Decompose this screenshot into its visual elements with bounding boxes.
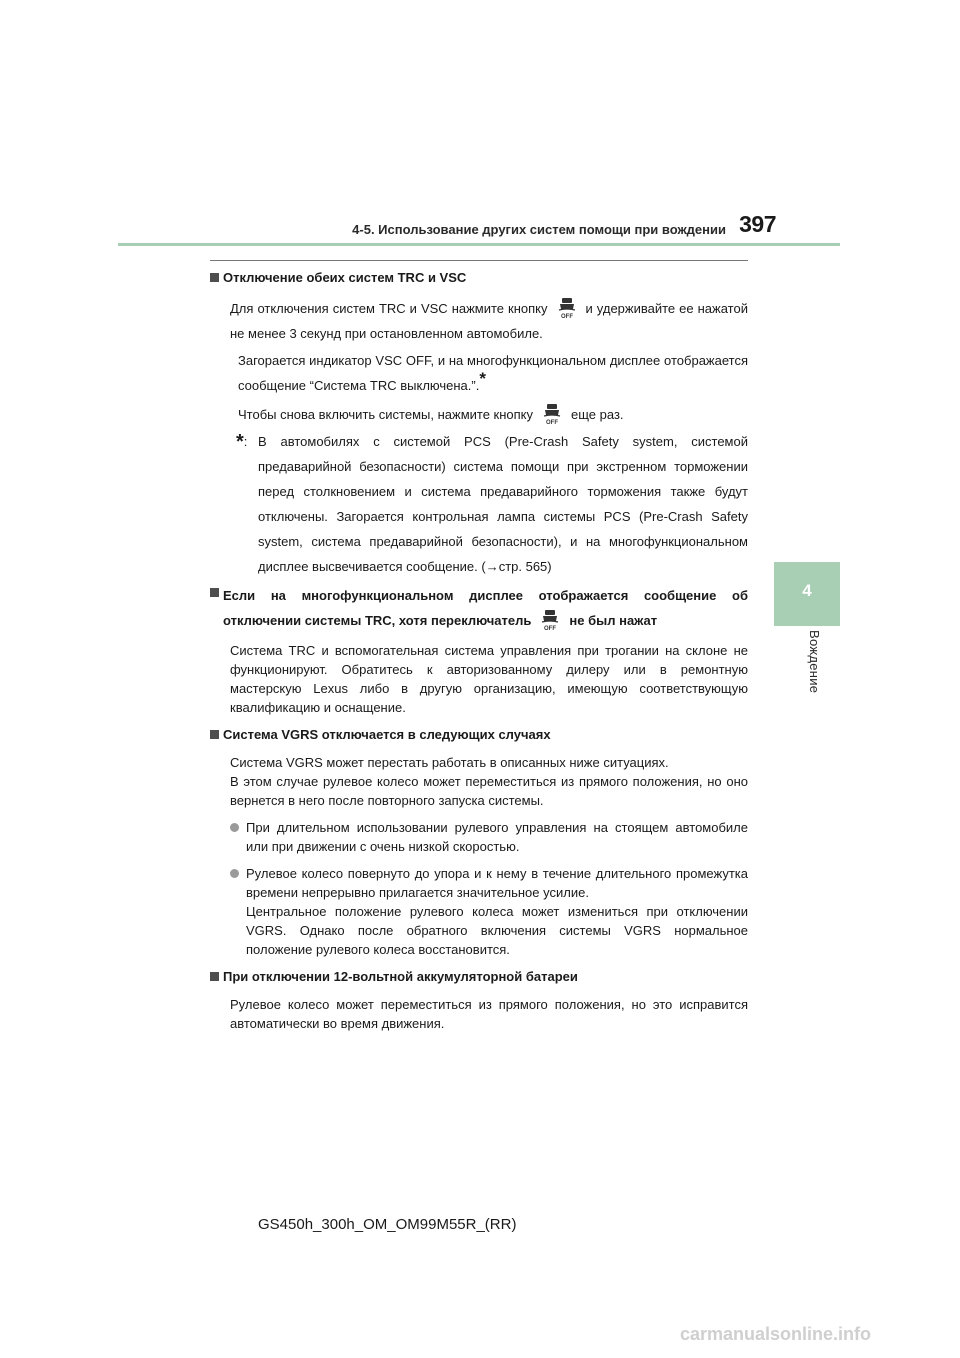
model-code: GS450h_300h_OM_OM99M55R_(RR)	[258, 1216, 517, 1233]
paragraph: В этом случае рулевое колесо может переместиться из прямого положения, но оно вернется в него после повторного запуска системы.	[230, 774, 748, 808]
footnote: *: В автомобилях с системой PCS (Pre-Crash Safety system, системой предаварийной безопасности) система помощи при экстренном торможении перед столкновением и система предаварийного торможения также будут отключены. Загорается контрольная лампа системы PCS (Pre-Crash Safety system, система предаварийной безопасности), и на многофункциональном дисплее высвечивается сообщение. (→стр. 565)	[236, 431, 748, 574]
list-item: При длительном использовании рулевого управления на стоящем автомобиле или при движении с очень низкой скоростью.	[210, 818, 748, 856]
paragraph: Система VGRS может перестать работать в описанных ниже ситуациях.	[230, 755, 669, 770]
svg-text:OFF: OFF	[560, 314, 573, 319]
paragraph: Рулевое колесо может переместиться из прямого положения, но это исправится автоматически во время движения.	[230, 997, 748, 1031]
svg-text:OFF: OFF	[546, 420, 559, 425]
paragraph: Система TRC и вспомогательная система управления при трогании на склоне не функционируют. Обратитесь к авторизованному дилеру или в ремонтную мастерскую Lexus либо в другую организацию, имеющую соответствующую квалификацию и оснащение.	[230, 643, 748, 715]
paragraph: Чтобы снова включить системы, нажмите кнопку OFF еще раз.	[210, 402, 748, 427]
paragraph: Для отключения систем TRC и VSC нажмите кнопку OFF и удерживайте ее нажатой не менее 3 секунд при остановленном автомобиле.	[210, 296, 748, 346]
page-number: 397	[739, 211, 776, 237]
content-divider	[210, 260, 748, 261]
chapter-label: Вождение	[807, 630, 822, 694]
watermark: carmanualsonline.info	[680, 1324, 872, 1344]
svg-text:OFF: OFF	[544, 626, 557, 631]
section-heading: При отключении 12-вольтной аккумуляторной батареи	[210, 967, 748, 987]
chapter-tab	[774, 562, 840, 626]
section-heading: Система VGRS отключается в следующих случаях	[210, 725, 748, 745]
vsc-off-icon	[556, 297, 578, 319]
chapter-number: 4	[802, 581, 812, 600]
section-title: 4-5. Использование других систем помощи при вождении	[352, 222, 726, 237]
footnote-star: *	[479, 369, 486, 388]
list-item: Рулевое колесо повернуто до упора и к нему в течение длительного промежутка времени непрерывно прилагается значительное усилие.	[210, 864, 748, 902]
section-heading: Если на многофункциональном дисплее отображается сообщение об отключении системы TRC, хотя переключатель OFF не был нажат	[210, 583, 748, 633]
page-content	[210, 268, 748, 1035]
section-heading: Отключение обеих систем TRC и VSC	[210, 268, 748, 288]
vsc-off-icon	[541, 403, 563, 425]
vsc-off-icon	[539, 609, 561, 631]
paragraph: Центральное положение рулевого колеса может измениться при отключении VGRS. Однако после обратного включения системы VGRS нормальное положение рулевого колеса восстановится.	[246, 904, 748, 957]
footnote-marker: *:	[236, 431, 248, 453]
header-divider	[118, 243, 840, 246]
paragraph: Загорается индикатор VSC OFF, и на многофункциональном дисплее отображается сообщение “Система TRC выключена.”.*	[238, 353, 748, 393]
